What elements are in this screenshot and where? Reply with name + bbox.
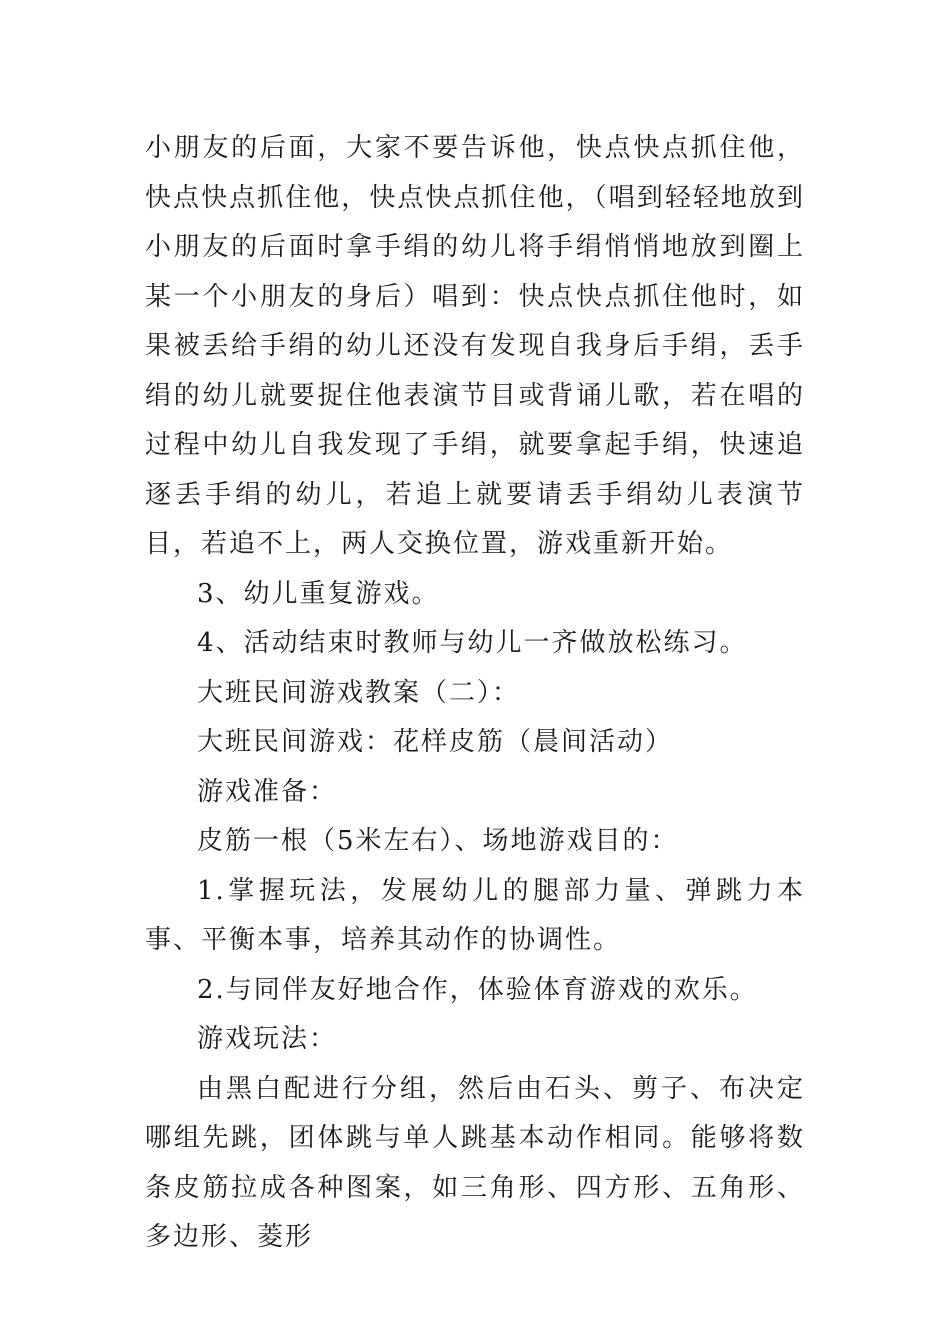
section-heading: 大班民间游戏教案（二）： <box>197 677 521 708</box>
paragraph: 4、活动结束时教师与幼儿一齐做放松练习。 <box>197 628 748 658</box>
paragraph: 3、幼儿重复游戏。 <box>197 578 440 609</box>
paragraph: 皮筋一根（5米左右）、场地游戏目的： <box>197 826 679 856</box>
document-page <box>145 124 805 1263</box>
subheading-rules: 游戏玩法： <box>197 1024 338 1054</box>
paragraph: 小朋友的后面，大家不要告诉他，快点快点抓住他，快点快点抓住他，快点快点抓住他，（唱到轻轻地放到小朋友的后面时拿手绢的幼儿将手绢悄悄地放到圈上某一个小朋友的身后）唱到：快点快点抓住他时，如果被丢给手绢的幼儿还没有发现自我身后手绢，丢手绢的幼儿就要捉住他表演节目或背诵儿歌，若在唱的过程中幼儿自我发现了手绢，就要拿起手绢，快速追逐丢手绢的幼儿，若追上就要请丢手绢幼儿表演节目，若追不上，两人交换位置，游戏重新开始。 <box>145 133 805 559</box>
list-item: 2.与同伴友好地合作，体验体育游戏的欢乐。 <box>197 974 758 1005</box>
game-title: 大班民间游戏：花样皮筋（晨间活动） <box>197 727 674 757</box>
subheading-preparation: 游戏准备： <box>197 776 338 807</box>
paragraph: 由黑白配进行分组，然后由石头、剪子、布决定哪组先跳，团体跳与单人跳基本动作相同。能够将数条皮筋拉成各种图案，如三角形、四方形、五角形、多边形、菱形 <box>145 1073 805 1252</box>
list-item: 1.掌握玩法，发展幼儿的腿部力量、弹跳力本事、平衡本事，培养其动作的协调性。 <box>145 875 805 955</box>
